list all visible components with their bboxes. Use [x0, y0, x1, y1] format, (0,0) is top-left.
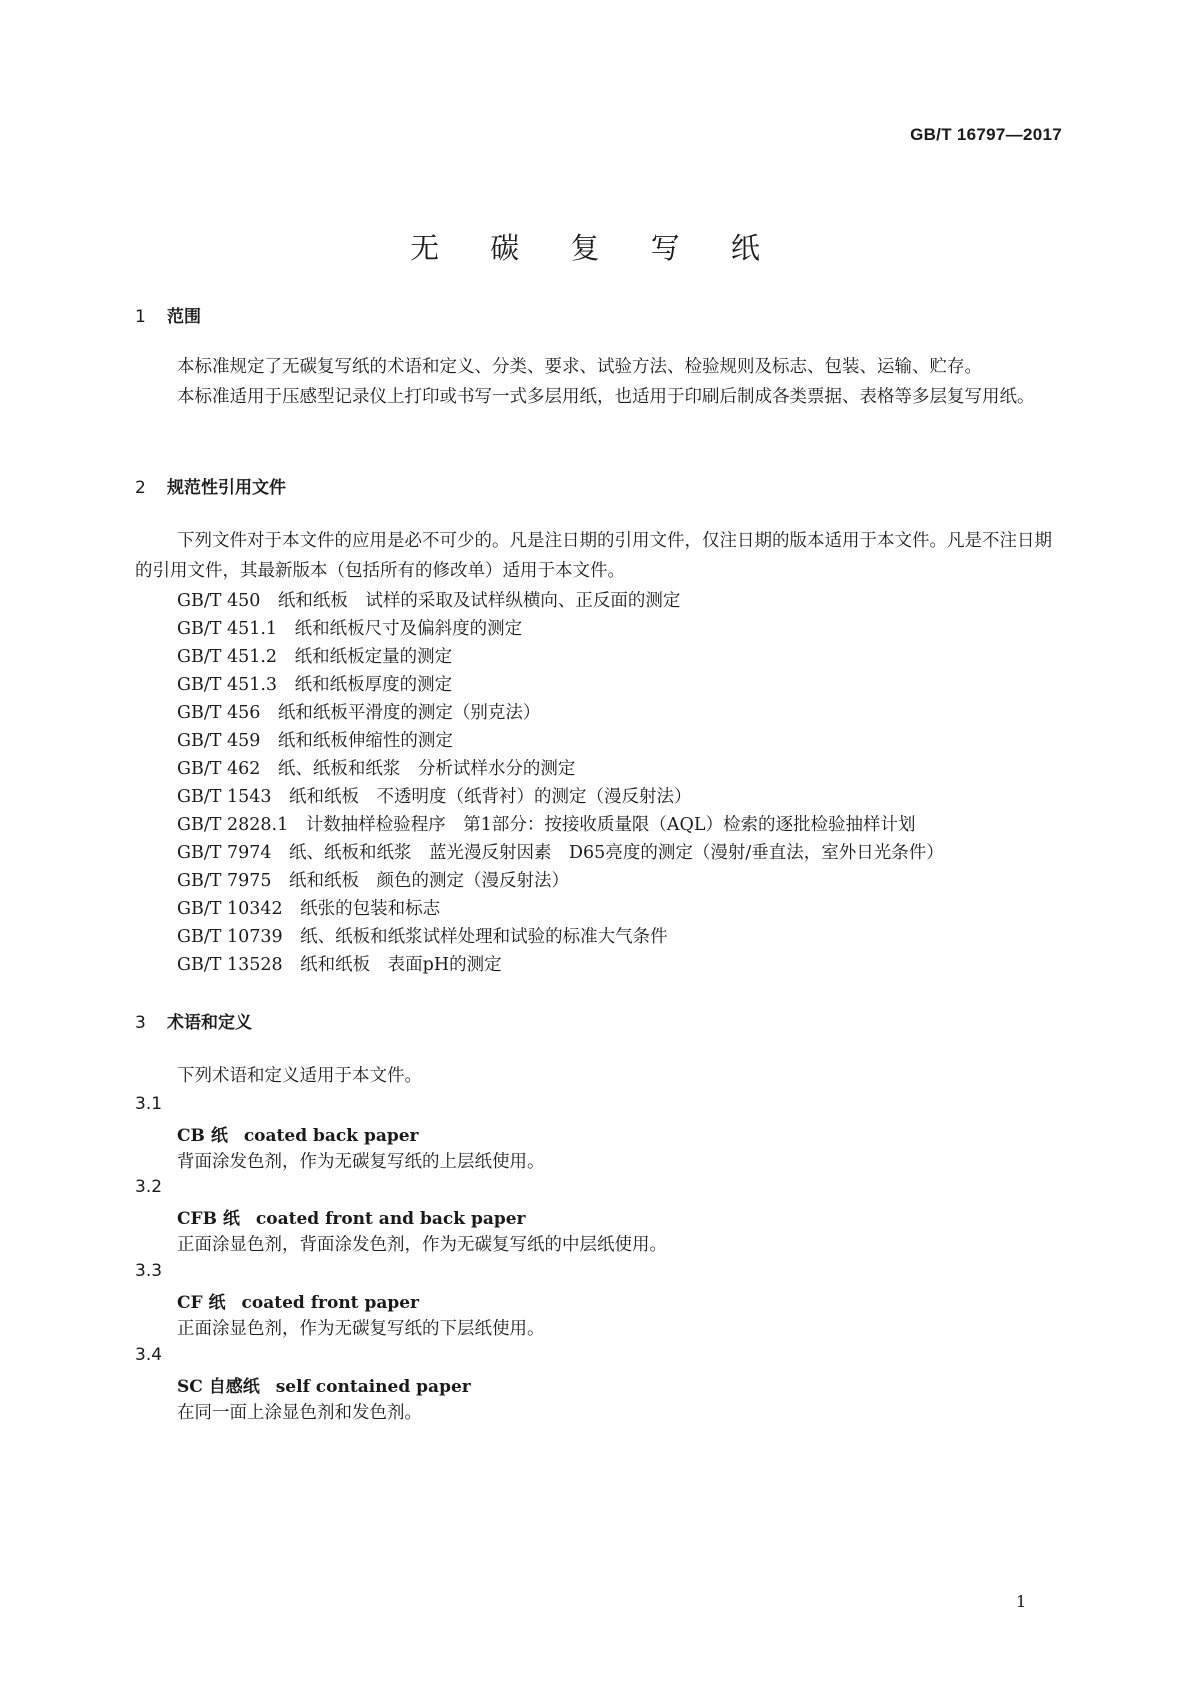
- reference-item: [177, 783, 692, 808]
- reference-title: 计数抽样检验程序 第1部分：按接收质量限（AQL）检索的逐批检验抽样计划: [305, 815, 916, 835]
- reference-title: 纸和纸板尺寸及偏斜度的测定: [294, 619, 523, 639]
- reference-title: 纸、纸板和纸浆 分析试样水分的测定: [277, 759, 576, 779]
- reference-title: 纸和纸板 不透明度（纸背衬）的测定（漫反射法）: [289, 787, 692, 807]
- reference-code: GB/T 10342: [177, 899, 283, 919]
- reference-code: GB/T 7975: [177, 871, 272, 891]
- reference-item: [177, 755, 575, 780]
- reference-item: [177, 867, 569, 892]
- section-number: 1: [135, 307, 146, 327]
- reference-code: GB/T 451.1: [177, 619, 278, 639]
- paragraph: 本标准规定了无碳复写纸的术语和定义、分类、要求、试验方法、检验规则及标志、包装、运输、贮存。: [177, 357, 982, 377]
- reference-item: [177, 587, 680, 612]
- term-number: 3.1: [135, 1094, 163, 1114]
- reference-code: GB/T 451.2: [177, 647, 278, 667]
- reference-item: [177, 839, 944, 864]
- page-number: 1: [1016, 1592, 1027, 1611]
- reference-title: 纸和纸板平滑度的测定（别克法）: [277, 703, 541, 723]
- term-name: [177, 1288, 419, 1313]
- reference-item: [177, 811, 915, 836]
- reference-title: 纸和纸板厚度的测定: [294, 675, 453, 695]
- reference-code: GB/T 459: [177, 731, 261, 751]
- term-definition: 正面涂显色剂，背面涂发色剂，作为无碳复写纸的中层纸使用。: [177, 1235, 667, 1255]
- term-definition: 背面涂发色剂，作为无碳复写纸的上层纸使用。: [177, 1152, 545, 1172]
- term-name: [177, 1121, 419, 1146]
- section-heading-scope: [135, 302, 201, 327]
- reference-code: GB/T 13528: [177, 955, 283, 975]
- term-en: coated front and back paper: [255, 1209, 526, 1229]
- reference-title: 纸和纸板 试样的采取及试样纵横向、正反面的测定: [277, 591, 681, 611]
- term-definition: 在同一面上涂显色剂和发色剂。: [177, 1403, 422, 1423]
- term-number: 3.4: [135, 1345, 163, 1365]
- term-en: coated front paper: [241, 1293, 420, 1313]
- reference-title: 纸和纸板定量的测定: [294, 647, 453, 667]
- term-zh: CB 纸: [177, 1126, 228, 1146]
- paragraph: 下列文件对于本文件的应用是必不可少的。凡是注日期的引用文件，仅注日期的版本适用于本文件。凡是不注日期的引用文件，其最新版本（包括所有的修改单）适用于本文件。: [135, 531, 1052, 581]
- term-name: [177, 1372, 471, 1397]
- term-en: coated back paper: [243, 1126, 419, 1146]
- section-number: 2: [135, 478, 146, 498]
- reference-item: [177, 923, 668, 948]
- reference-code: GB/T 1543: [177, 787, 272, 807]
- reference-item: [177, 643, 452, 668]
- reference-title: 纸、纸板和纸浆试样处理和试验的标准大气条件: [300, 927, 668, 947]
- reference-item: [177, 895, 440, 920]
- reference-code: GB/T 456: [177, 703, 261, 723]
- paragraph: 下列术语和定义适用于本文件。: [177, 1066, 422, 1086]
- reference-code: GB/T 450: [177, 591, 261, 611]
- term-en: self contained paper: [275, 1377, 471, 1397]
- reference-code: GB/T 451.3: [177, 675, 278, 695]
- term-number: 3.2: [135, 1177, 163, 1197]
- reference-code: GB/T 462: [177, 759, 261, 779]
- reference-code: GB/T 10739: [177, 927, 283, 947]
- reference-code: GB/T 2828.1: [177, 815, 289, 835]
- term-number: 3.3: [135, 1261, 163, 1281]
- section-title: 术语和定义: [167, 1013, 252, 1033]
- term-zh: CF 纸: [177, 1293, 226, 1313]
- paragraph: 本标准适用于压感型记录仪上打印或书写一式多层用纸，也适用于印刷后制成各类票据、表格等多层复写用纸。: [177, 387, 1035, 407]
- reference-title: 纸和纸板伸缩性的测定: [277, 731, 453, 751]
- section-title: 规范性引用文件: [167, 478, 286, 498]
- term-zh: CFB 纸: [177, 1209, 240, 1229]
- reference-item: [177, 951, 502, 976]
- reference-title: 纸、纸板和纸浆 蓝光漫反射因素 D65亮度的测定（漫射/垂直法，室外日光条件）: [289, 843, 944, 863]
- reference-item: [177, 615, 522, 640]
- section-number: 3: [135, 1013, 146, 1033]
- reference-item: [177, 727, 453, 752]
- standard-code: GB/T 16797—2017: [910, 125, 1062, 144]
- term-zh: SC 自感纸: [177, 1377, 260, 1397]
- term-name: [177, 1204, 526, 1229]
- section-heading-references: [135, 473, 286, 498]
- reference-title: 纸张的包装和标志: [300, 899, 441, 919]
- reference-item: [177, 699, 540, 724]
- reference-title: 纸和纸板 表面pH的测定: [300, 955, 502, 975]
- term-definition: 正面涂显色剂，作为无碳复写纸的下层纸使用。: [177, 1319, 545, 1339]
- document-title: 无 碳 复 写 纸: [410, 231, 781, 265]
- reference-title: 纸和纸板 颜色的测定（漫反射法）: [289, 871, 570, 891]
- section-title: 范围: [167, 307, 201, 327]
- reference-item: [177, 671, 452, 696]
- reference-code: GB/T 7974: [177, 843, 272, 863]
- section-heading-terms: [135, 1008, 252, 1033]
